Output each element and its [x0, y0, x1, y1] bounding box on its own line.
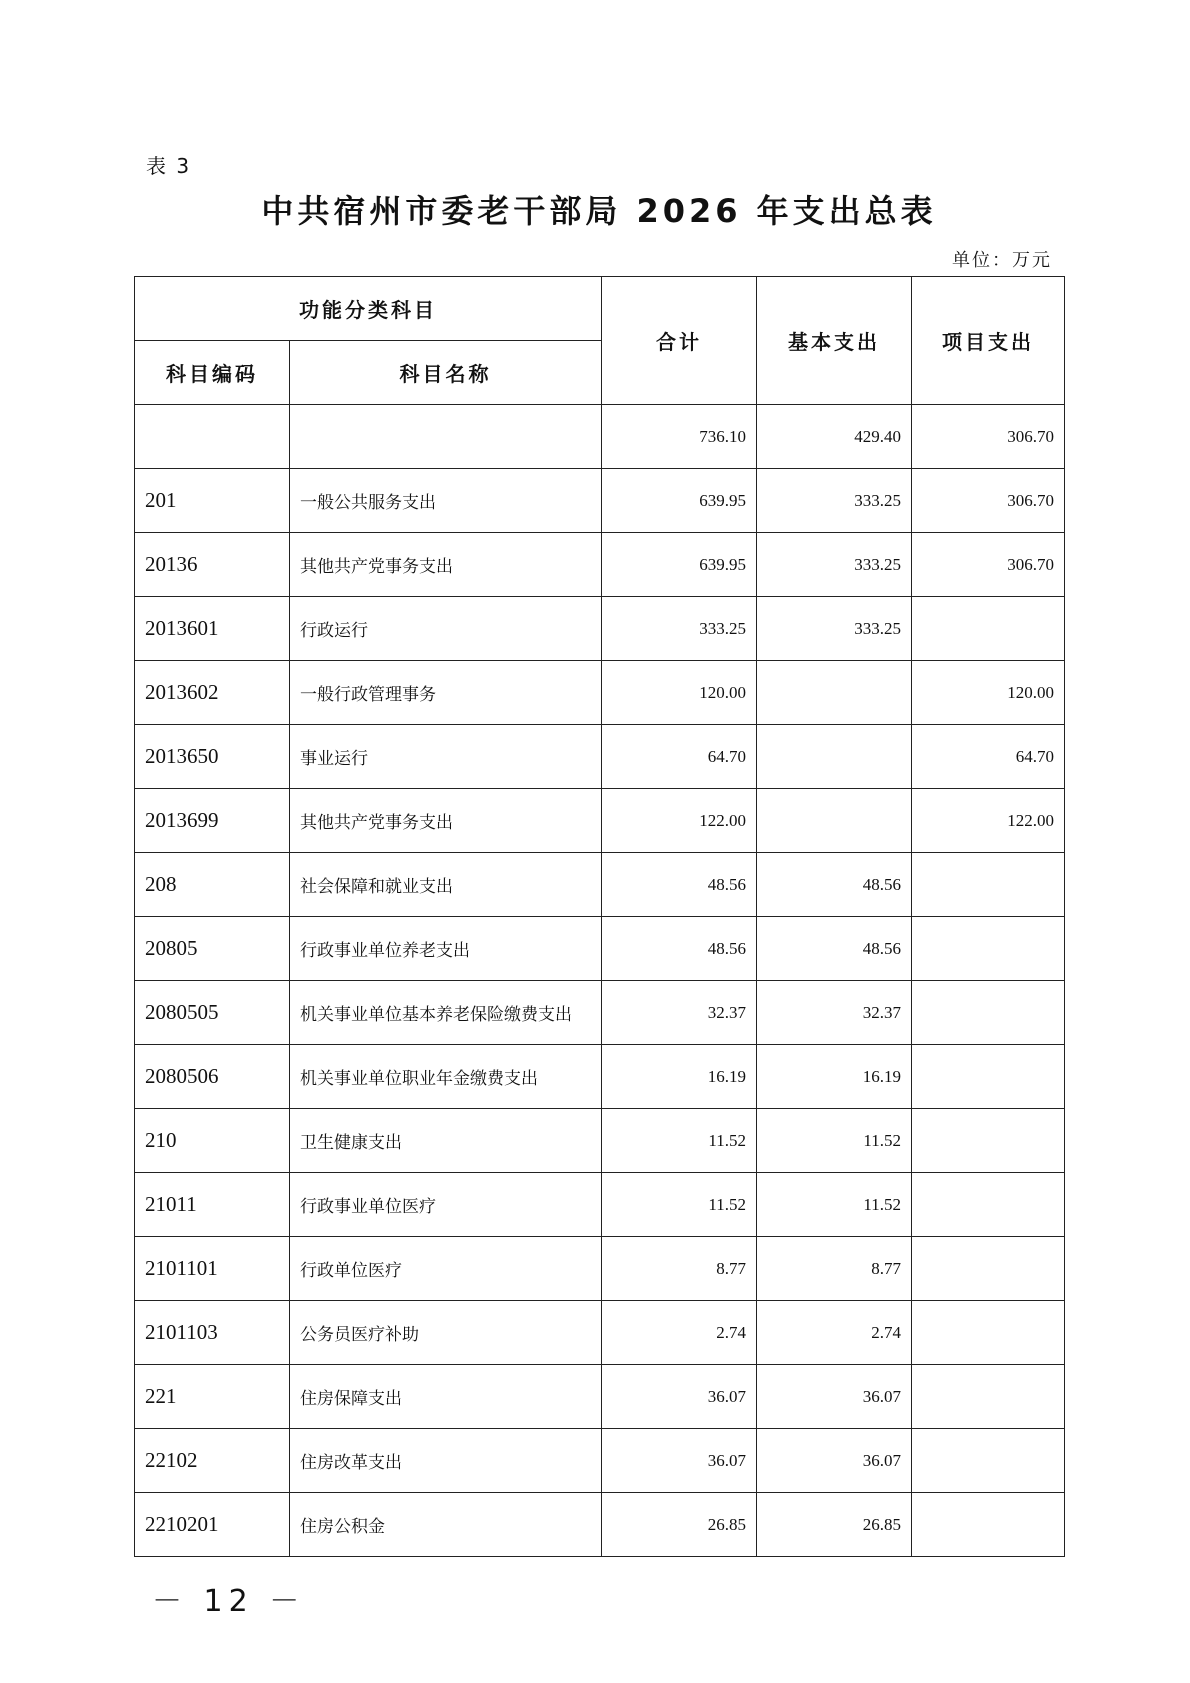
project-expenditure-cell — [912, 1109, 1065, 1173]
project-expenditure-cell: 306.70 — [912, 533, 1065, 597]
total-cell: 48.56 — [602, 853, 757, 917]
basic-expenditure-cell: 8.77 — [757, 1237, 912, 1301]
basic-expenditure-cell — [757, 789, 912, 853]
header-project-expenditure: 项目支出 — [912, 277, 1065, 405]
basic-expenditure-cell — [757, 661, 912, 725]
table-row — [135, 1237, 1065, 1301]
project-expenditure-cell — [912, 1429, 1065, 1493]
subject-code-cell: 21011 — [135, 1173, 290, 1237]
project-expenditure-cell — [912, 1045, 1065, 1109]
subject-name-cell: 一般公共服务支出 — [290, 469, 602, 533]
subject-name-cell: 机关事业单位职业年金缴费支出 — [290, 1045, 602, 1109]
subject-code-cell: 210 — [135, 1109, 290, 1173]
total-cell: 639.95 — [602, 533, 757, 597]
total-cell: 639.95 — [602, 469, 757, 533]
subject-code-cell: 22102 — [135, 1429, 290, 1493]
basic-expenditure-cell: 48.56 — [757, 917, 912, 981]
total-cell: 48.56 — [602, 917, 757, 981]
subject-code-cell: 20136 — [135, 533, 290, 597]
total-cell: 11.52 — [602, 1173, 757, 1237]
page-number: － 12 － — [152, 1584, 306, 1619]
subject-code-cell — [135, 405, 290, 469]
table-row — [135, 725, 1065, 789]
header-subject-name: 科目名称 — [290, 341, 602, 405]
project-expenditure-cell — [912, 853, 1065, 917]
subject-name-cell: 卫生健康支出 — [290, 1109, 602, 1173]
total-cell: 2.74 — [602, 1301, 757, 1365]
header-basic-expenditure: 基本支出 — [757, 277, 912, 405]
table-row — [135, 853, 1065, 917]
subject-name-cell: 行政事业单位养老支出 — [290, 917, 602, 981]
total-cell: 32.37 — [602, 981, 757, 1045]
header-function-category: 功能分类科目 — [135, 277, 602, 341]
subject-name-cell: 其他共产党事务支出 — [290, 533, 602, 597]
subject-code-cell: 2101103 — [135, 1301, 290, 1365]
basic-expenditure-cell — [757, 725, 912, 789]
subject-name-cell: 一般行政管理事务 — [290, 661, 602, 725]
project-expenditure-cell — [912, 1173, 1065, 1237]
table-row — [135, 1173, 1065, 1237]
project-expenditure-cell: 120.00 — [912, 661, 1065, 725]
header-total: 合计 — [602, 277, 757, 405]
table-row — [135, 1493, 1065, 1557]
total-cell: 8.77 — [602, 1237, 757, 1301]
basic-expenditure-cell: 333.25 — [757, 469, 912, 533]
total-cell: 122.00 — [602, 789, 757, 853]
basic-expenditure-cell: 11.52 — [757, 1173, 912, 1237]
subject-code-cell: 2101101 — [135, 1237, 290, 1301]
subject-code-cell: 221 — [135, 1365, 290, 1429]
basic-expenditure-cell: 32.37 — [757, 981, 912, 1045]
basic-expenditure-cell: 333.25 — [757, 597, 912, 661]
table-row — [135, 917, 1065, 981]
subject-name-cell: 公务员医疗补助 — [290, 1301, 602, 1365]
subject-name-cell: 住房保障支出 — [290, 1365, 602, 1429]
basic-expenditure-cell: 333.25 — [757, 533, 912, 597]
subject-code-cell: 208 — [135, 853, 290, 917]
subject-name-cell: 行政事业单位医疗 — [290, 1173, 602, 1237]
subject-code-cell: 2210201 — [135, 1493, 290, 1557]
total-cell: 36.07 — [602, 1365, 757, 1429]
subject-name-cell: 机关事业单位基本养老保险缴费支出 — [290, 981, 602, 1045]
unit-label: 单位：万元 — [952, 250, 1052, 271]
subject-name-cell: 行政单位医疗 — [290, 1237, 602, 1301]
basic-expenditure-cell: 16.19 — [757, 1045, 912, 1109]
table-row — [135, 597, 1065, 661]
total-cell: 11.52 — [602, 1109, 757, 1173]
table-row — [135, 981, 1065, 1045]
project-expenditure-cell: 306.70 — [912, 405, 1065, 469]
table-row — [135, 1365, 1065, 1429]
subject-name-cell: 行政运行 — [290, 597, 602, 661]
basic-expenditure-cell: 2.74 — [757, 1301, 912, 1365]
project-expenditure-cell: 122.00 — [912, 789, 1065, 853]
expenditure-table — [134, 276, 1065, 1557]
subject-code-cell: 2013601 — [135, 597, 290, 661]
subject-code-cell: 2080505 — [135, 981, 290, 1045]
subject-name-cell: 事业运行 — [290, 725, 602, 789]
table-row — [135, 1429, 1065, 1493]
subject-code-cell: 201 — [135, 469, 290, 533]
subject-name-cell: 住房改革支出 — [290, 1429, 602, 1493]
table-row — [135, 789, 1065, 853]
table-body — [135, 405, 1065, 1557]
header-subject-code: 科目编码 — [135, 341, 290, 405]
project-expenditure-cell — [912, 1493, 1065, 1557]
subject-code-cell: 2013699 — [135, 789, 290, 853]
total-cell: 26.85 — [602, 1493, 757, 1557]
subject-name-cell — [290, 405, 602, 469]
table-row — [135, 469, 1065, 533]
total-cell: 36.07 — [602, 1429, 757, 1493]
project-expenditure-cell — [912, 981, 1065, 1045]
subject-code-cell: 2013602 — [135, 661, 290, 725]
table-row — [135, 533, 1065, 597]
project-expenditure-cell — [912, 1237, 1065, 1301]
subject-name-cell: 住房公积金 — [290, 1493, 602, 1557]
subject-code-cell: 2080506 — [135, 1045, 290, 1109]
table-row — [135, 661, 1065, 725]
total-cell: 16.19 — [602, 1045, 757, 1109]
total-cell: 333.25 — [602, 597, 757, 661]
table-row — [135, 1301, 1065, 1365]
project-expenditure-cell: 64.70 — [912, 725, 1065, 789]
basic-expenditure-cell: 36.07 — [757, 1429, 912, 1493]
total-cell: 120.00 — [602, 661, 757, 725]
project-expenditure-cell — [912, 1365, 1065, 1429]
total-cell: 736.10 — [602, 405, 757, 469]
subject-name-cell: 社会保障和就业支出 — [290, 853, 602, 917]
subject-name-cell: 其他共产党事务支出 — [290, 789, 602, 853]
subject-code-cell: 2013650 — [135, 725, 290, 789]
table-row — [135, 1045, 1065, 1109]
basic-expenditure-cell: 429.40 — [757, 405, 912, 469]
table-row — [135, 1109, 1065, 1173]
basic-expenditure-cell: 11.52 — [757, 1109, 912, 1173]
basic-expenditure-cell: 48.56 — [757, 853, 912, 917]
table-row — [135, 405, 1065, 469]
project-expenditure-cell: 306.70 — [912, 469, 1065, 533]
basic-expenditure-cell: 36.07 — [757, 1365, 912, 1429]
project-expenditure-cell — [912, 917, 1065, 981]
project-expenditure-cell — [912, 1301, 1065, 1365]
project-expenditure-cell — [912, 597, 1065, 661]
table-label: 表 3 — [146, 154, 192, 178]
basic-expenditure-cell: 26.85 — [757, 1493, 912, 1557]
document-title: 中共宿州市委老干部局 2026 年支出总表 — [261, 192, 937, 230]
subject-code-cell: 20805 — [135, 917, 290, 981]
total-cell: 64.70 — [602, 725, 757, 789]
